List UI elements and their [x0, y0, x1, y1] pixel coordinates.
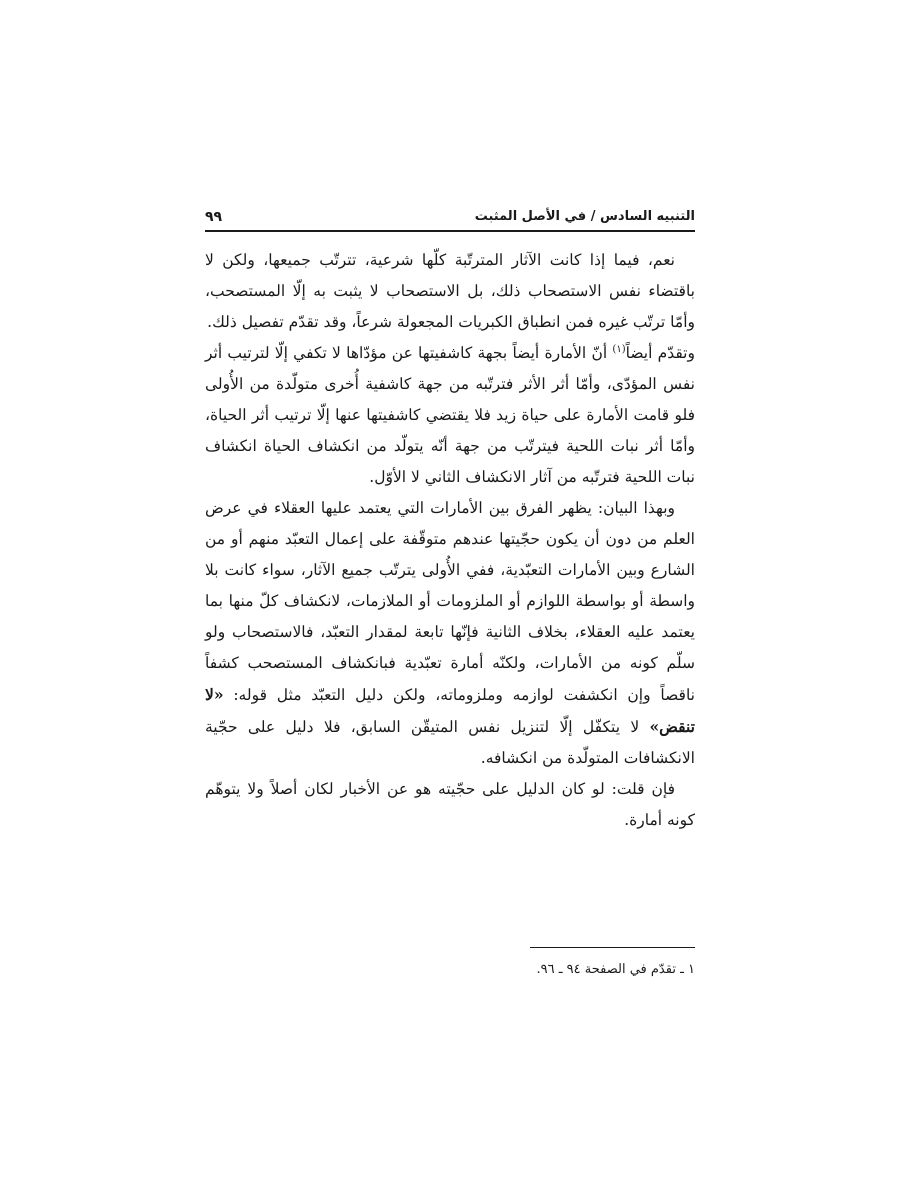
- paragraph-4-text: فإن قلت: لو كان الدليل على حجّيته هو عن الأخبار لكان أصلاً ولا يتوهّم كونه أمارة.: [205, 780, 695, 829]
- paragraph-2: [205, 338, 695, 493]
- paragraph-1: [205, 245, 695, 338]
- paragraph-3: [205, 493, 695, 774]
- header-rule: [205, 230, 695, 232]
- body-text: [205, 245, 695, 836]
- running-title: التنبيه السادس / في الأصل المثبت: [474, 209, 695, 224]
- page-number: ٩٩: [205, 209, 223, 225]
- paragraph-1-text: نعم، فيما إذا كانت الآثار المترتّبة كلّها شرعية، تترتّب جميعها، ولكن لا باقتضاء نفس الاستصحاب ذلك، بل الاستصحاب لا يثبت به إلّا المستصحب، وأمّا ترتّب غيره فمن انطباق الكبريات المجعولة شرعاً، وقد تقدّم تفصيل ذلك.: [205, 251, 695, 331]
- page-header: [205, 203, 695, 229]
- paragraph-2-text-end: أنّ الأمارة أيضاً بجهة كاشفيتها عن مؤدّاها لا تكفي إلّا لترتيب أثر نفس المؤدّى، وأمّا أثر الأثر فترتّبه من جهة كاشفية أُخرى متولّدة من الأُولى فلو قامت الأمارة على حياة زيد فلا يقتضي كاشفيتها عنها إلّا ترتيب أثر الحياة، وأمّا أثر نبات اللحية فيترتّب من جهة أنّه يتولّد من انكشاف الحياة انكشاف نبات اللحية فترتّبه من آثار الانكشاف الثاني لا الأوّل.: [205, 344, 695, 486]
- paragraph-2-text-start: وتقدّم أيضاً: [625, 344, 695, 362]
- paragraph-4: [205, 774, 695, 836]
- paragraph-3-text-start: وبهذا البيان: يظهر الفرق بين الأمارات التي يعتمد عليها العقلاء في عرض العلم من دون أن يكون حجّيتها عندهم متوقّفة على إعمال التعبّد منهم أو من الشارع وبين الأمارات التعبّدية، ففي الأُولى يترتّب جميع الآثار، سواء كانت بلا واسطة أو بواسطة اللوازم أو الملزومات أو الملازمات، لانكشاف كلّ منها بما يعتمد عليه العقلاء، بخلاف الثانية فإنّها تابعة لمقدار التعبّد، فالاستصحاب ولو سلّم كونه من الأمارات، ولكنّه أمارة تعبّدية فبانكشاف المستصحب كشفاً ناقصاً وإن انكشفت لوازمه وملزوماته، ولكن دليل التعبّد مثل قوله:: [205, 499, 695, 704]
- footnote-rule: [530, 947, 695, 948]
- paragraph-3-text-end: لا يتكفّل إلّا لتنزيل نفس المتيقّن السابق، فلا دليل على حجّية الانكشافات المتولّدة من انكشافه.: [205, 718, 695, 767]
- footnote-reference[interactable]: (١): [612, 343, 626, 355]
- quoted-phrase: «لا تنقض»: [205, 685, 695, 736]
- footnote: ١ ـ تقدّم في الصفحة ٩٤ ـ ٩٦.: [536, 962, 695, 977]
